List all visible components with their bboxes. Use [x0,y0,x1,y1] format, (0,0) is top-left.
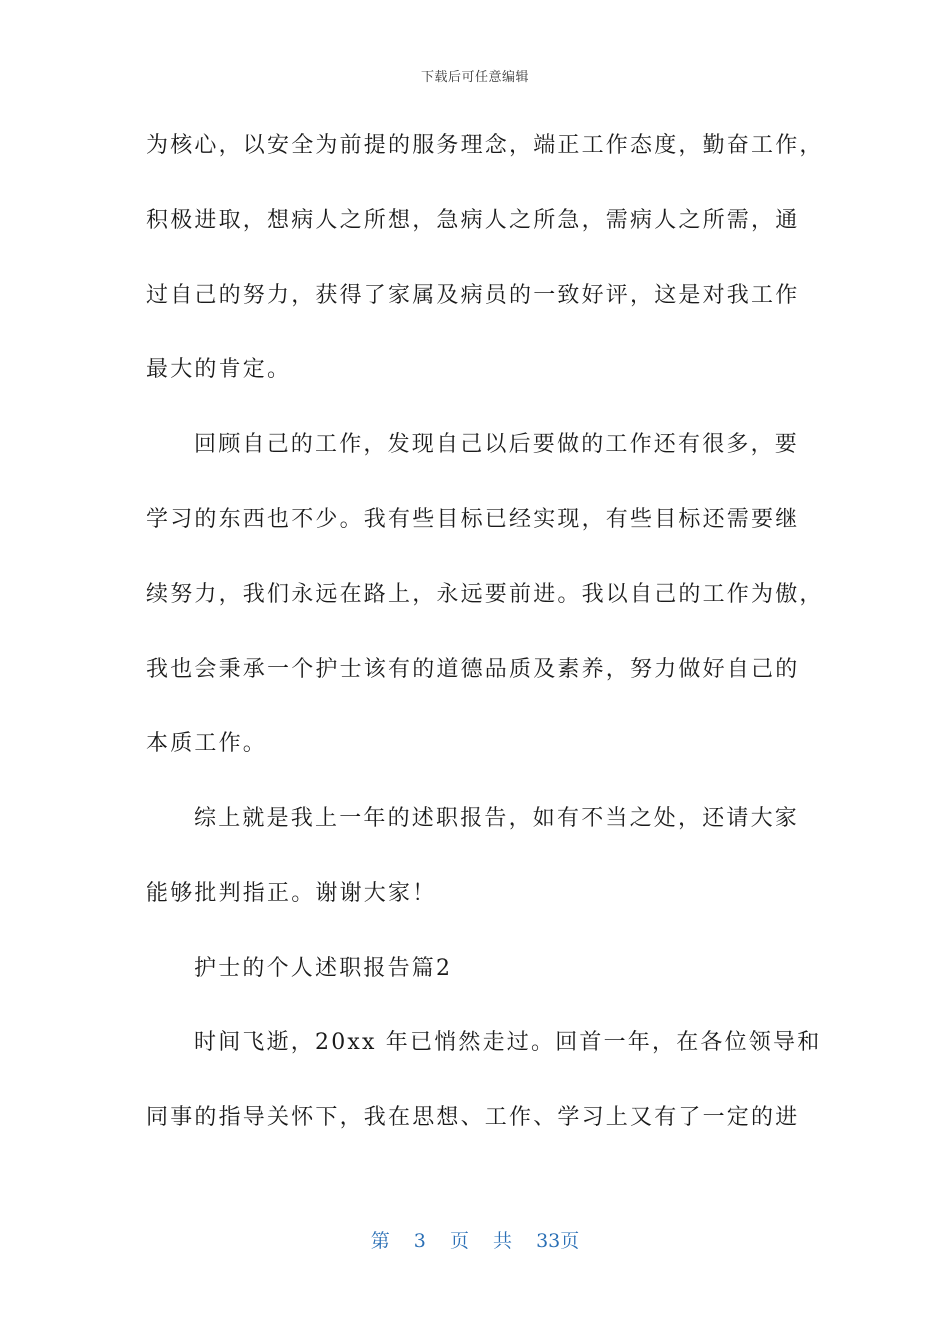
header-note: 下载后可任意编辑 [420,70,529,85]
text-line: 本质工作。 [146,731,268,756]
text-line: 为核心，以安全为前提的服务理念，端正工作态度，勤奋工作， [146,133,824,158]
text-line: 过自己的努力，获得了家属及病员的一致好评，这是对我工作 [146,283,800,308]
footer-label-ye: 页 [449,1230,469,1252]
footer-total-pages: 33页 [536,1230,580,1252]
text-line: 综上就是我上一年的述职报告，如有不当之处，还请大家 [194,806,800,831]
text-line: 时间飞逝，20xx 年已悄然走过。回首一年，在各位领导和 [194,1030,822,1055]
text-line: 最大的肯定。 [146,357,292,382]
section-heading: 护士的个人述职报告篇2 [194,956,453,981]
text-line: 同事的指导关怀下，我在思想、工作、学习上又有了一定的进 [146,1105,800,1130]
text-line: 回顾自己的工作，发现自己以后要做的工作还有很多，要 [194,432,800,457]
footer-label-gong: 共 [493,1230,513,1252]
footer-label-di: 第 [370,1230,390,1252]
page-footer [0,1226,950,1253]
text-line: 我也会秉承一个护士该有的道德品质及素养，努力做好自己的 [146,657,800,682]
text-line: 积极进取，想病人之所想，急病人之所急，需病人之所需，通 [146,208,800,233]
text-line: 能够批判指正。谢谢大家！ [146,881,437,906]
footer-current-page: 3 [413,1230,426,1252]
text-line: 学习的东西也不少。我有些目标已经实现，有些目标还需要继 [146,507,800,532]
text-line: 续努力，我们永远在路上，永远要前进。我以自己的工作为傲， [146,582,824,607]
